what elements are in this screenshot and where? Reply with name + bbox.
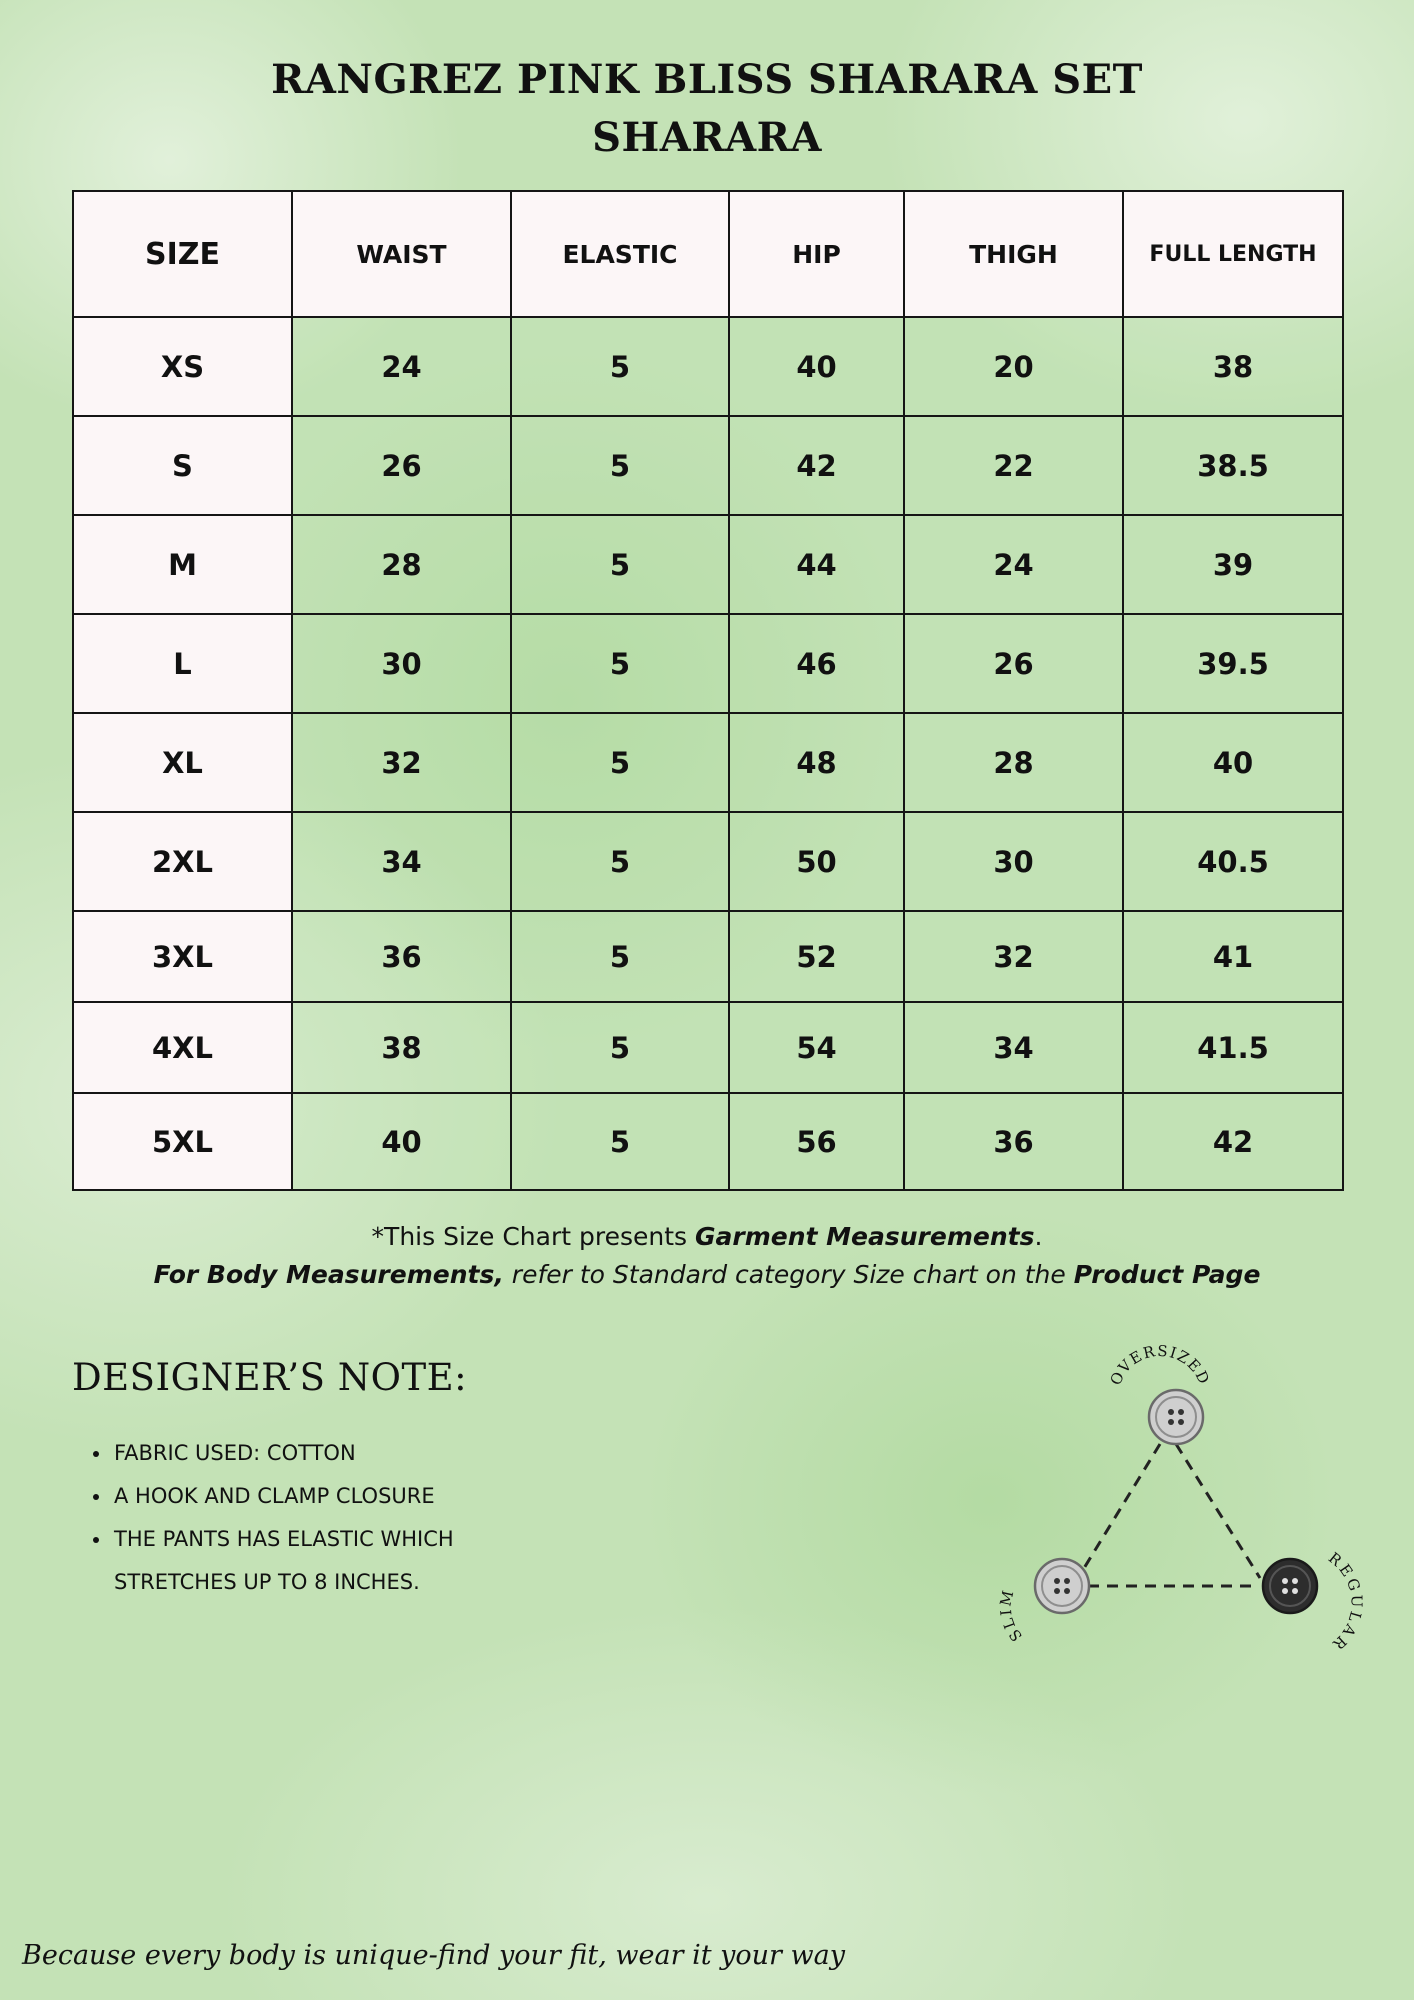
full-length-cell: 42	[1123, 1093, 1343, 1190]
waist-cell: 32	[292, 713, 511, 812]
thigh-cell: 22	[904, 416, 1123, 515]
elastic-cell: 5	[511, 1093, 729, 1190]
full-length-cell: 41.5	[1123, 1002, 1343, 1093]
full-length-cell: 40	[1123, 713, 1343, 812]
full-length-cell: 39	[1123, 515, 1343, 614]
thigh-cell: 36	[904, 1093, 1123, 1190]
header-waist: WAIST	[292, 191, 511, 317]
waist-cell: 30	[292, 614, 511, 713]
list-item: • THE PANTS HAS ELASTIC WHICH STRETCHES UP TO 8 INCHES.	[112, 1518, 552, 1604]
size-cell: 2XL	[73, 812, 292, 911]
table-row	[73, 317, 1343, 416]
full-length-cell: 38	[1123, 317, 1343, 416]
table-header-row	[73, 191, 1343, 317]
full-length-cell: 38.5	[1123, 416, 1343, 515]
elastic-cell: 5	[511, 515, 729, 614]
fit-diagram	[990, 1320, 1370, 1660]
header-size: SIZE	[73, 191, 292, 317]
waist-cell: 24	[292, 317, 511, 416]
elastic-cell: 5	[511, 1002, 729, 1093]
thigh-cell: 30	[904, 812, 1123, 911]
body-measurement-note	[0, 1260, 1414, 1289]
note-text: refer to Standard category Size chart on the	[503, 1260, 1074, 1289]
elastic-cell: 5	[511, 416, 729, 515]
designer-note-list	[72, 1432, 552, 1604]
waist-cell: 38	[292, 1002, 511, 1093]
header-full-length: FULL LENGTH	[1123, 191, 1343, 317]
thigh-cell: 20	[904, 317, 1123, 416]
thigh-cell: 28	[904, 713, 1123, 812]
thigh-cell: 34	[904, 1002, 1123, 1093]
thigh-cell: 24	[904, 515, 1123, 614]
elastic-cell: 5	[511, 812, 729, 911]
table-row	[73, 713, 1343, 812]
thigh-cell: 26	[904, 614, 1123, 713]
hip-cell: 42	[729, 416, 904, 515]
waist-cell: 34	[292, 812, 511, 911]
table-row	[73, 416, 1343, 515]
full-length-cell: 41	[1123, 911, 1343, 1002]
size-cell: XL	[73, 713, 292, 812]
full-length-cell: 39.5	[1123, 614, 1343, 713]
header-elastic: ELASTIC	[511, 191, 729, 317]
table-row	[73, 911, 1343, 1002]
page-subtitle: SHARARA	[592, 114, 822, 161]
note-text: .	[1034, 1222, 1043, 1251]
fit-label-oversized: OVERSIZED	[1106, 1341, 1214, 1388]
hip-cell: 52	[729, 911, 904, 1002]
size-chart-table	[72, 190, 1344, 1191]
hip-cell: 44	[729, 515, 904, 614]
table-row	[73, 812, 1343, 911]
regular-button-icon	[1263, 1559, 1317, 1613]
elastic-cell: 5	[511, 317, 729, 416]
size-cell: L	[73, 614, 292, 713]
size-cell: M	[73, 515, 292, 614]
table-row	[73, 1093, 1343, 1190]
hip-cell: 56	[729, 1093, 904, 1190]
elastic-cell: 5	[511, 713, 729, 812]
hip-cell: 48	[729, 713, 904, 812]
note-emphasis: Garment Measurements	[695, 1222, 1035, 1251]
tagline: Because every body is unique-find your fit, wear it your way	[22, 1940, 845, 1971]
waist-cell: 36	[292, 911, 511, 1002]
garment-measurement-note	[0, 1222, 1414, 1251]
elastic-cell: 5	[511, 614, 729, 713]
product-page-reference: Product Page	[1073, 1260, 1261, 1289]
header-hip: HIP	[729, 191, 904, 317]
list-item: • FABRIC USED: COTTON	[112, 1432, 552, 1475]
fit-label-regular: REGULAR	[1324, 1548, 1366, 1656]
size-cell: S	[73, 416, 292, 515]
list-item: • A HOOK AND CLAMP CLOSURE	[112, 1475, 552, 1518]
oversized-button-icon	[1149, 1390, 1203, 1444]
thigh-cell: 32	[904, 911, 1123, 1002]
hip-cell: 40	[729, 317, 904, 416]
hip-cell: 54	[729, 1002, 904, 1093]
fit-connector-lines	[1078, 1444, 1260, 1586]
size-cell: 5XL	[73, 1093, 292, 1190]
designer-note-title: DESIGNER’S NOTE:	[72, 1356, 468, 1399]
waist-cell: 40	[292, 1093, 511, 1190]
table-row	[73, 1002, 1343, 1093]
hip-cell: 46	[729, 614, 904, 713]
table-row	[73, 515, 1343, 614]
waist-cell: 28	[292, 515, 511, 614]
page-title: RANGREZ PINK BLISS SHARARA SET	[271, 56, 1143, 103]
fit-label-slim: SLIM	[996, 1586, 1026, 1645]
slim-button-icon	[1035, 1559, 1089, 1613]
size-cell: XS	[73, 317, 292, 416]
waist-cell: 26	[292, 416, 511, 515]
elastic-cell: 5	[511, 911, 729, 1002]
note-text: *This Size Chart presents	[371, 1222, 695, 1251]
size-cell: 3XL	[73, 911, 292, 1002]
table-row	[73, 614, 1343, 713]
hip-cell: 50	[729, 812, 904, 911]
size-cell: 4XL	[73, 1002, 292, 1093]
header-thigh: THIGH	[904, 191, 1123, 317]
full-length-cell: 40.5	[1123, 812, 1343, 911]
note-emphasis: For Body Measurements,	[153, 1260, 504, 1289]
